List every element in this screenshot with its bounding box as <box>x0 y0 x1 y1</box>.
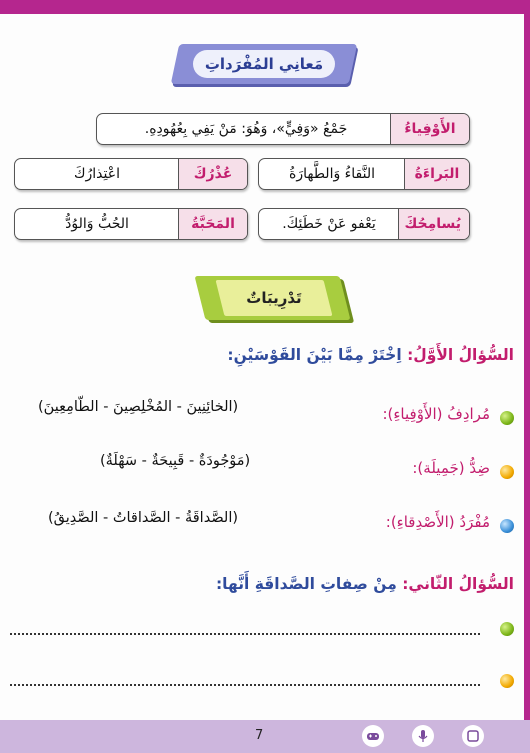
yellow-bullet-icon <box>500 465 514 479</box>
exercises-title: تَدْرِيبَاتٌ <box>246 289 302 307</box>
vocab-term: يُسامِحُكَ <box>398 209 469 239</box>
question-2-body: مِنْ صِفاتِ الصَّداقَةِ أَنَّها: <box>215 575 397 593</box>
question-1-title <box>227 346 514 364</box>
answer-line-1[interactable] <box>10 633 480 635</box>
yellow-bullet-icon <box>500 674 514 688</box>
blue-bullet-icon <box>500 519 514 533</box>
question-1-head: السُّؤالُ الأَوَّلُ: <box>407 346 514 364</box>
item-2-label: ضِدُّ (جَمِيلَة): <box>412 459 490 477</box>
vocab-row-2-right <box>258 158 470 190</box>
vocab-definition: اعْتِذارُكَ <box>73 166 120 182</box>
question-1-body: اِخْتَرْ مِمَّا بَيْنَ القَوْسَيْنِ: <box>227 346 402 364</box>
square-icon[interactable] <box>462 725 484 747</box>
green-bullet-icon <box>500 622 514 636</box>
vocab-term: عُذْرُكَ <box>178 159 247 189</box>
microphone-icon[interactable] <box>412 725 434 747</box>
exercises-banner <box>200 258 345 328</box>
vocab-definition: النَّقاءُ وَالطَّهارَةُ <box>289 166 375 182</box>
vocab-row-3-right <box>258 208 470 240</box>
vocab-term: المَحَبَّةُ <box>178 209 247 239</box>
vocabulary-banner <box>175 38 353 90</box>
right-border <box>524 0 530 753</box>
question-2-title <box>216 575 514 593</box>
vocab-row-1 <box>96 113 470 145</box>
green-bullet-icon <box>500 411 514 425</box>
vocab-term: الأَوْفِياءُ <box>390 114 469 144</box>
vocab-row-3-left <box>14 208 248 240</box>
vocab-term: البَراءَةُ <box>404 159 469 189</box>
item-1-options: (الخائِنِينَ - المُخْلِصِينَ - الطّامِعِينَ) <box>38 399 239 415</box>
page-number: 7 <box>255 728 264 743</box>
question-2-head: السُّؤالُ الثّاني: <box>402 575 514 593</box>
top-border <box>0 0 530 14</box>
vocabulary-title: مَعانِي المُفْرَداتِ <box>204 55 324 73</box>
vocab-definition: يَعْفو عَنْ خَطَئِكَ. <box>282 216 376 232</box>
item-1-label: مُرادِفُ (الأَوْفِياءِ): <box>382 405 490 423</box>
answer-line-2[interactable] <box>10 684 480 686</box>
vocab-definition: الحُبُّ وَالوُدُّ <box>65 216 129 232</box>
item-2-options: (مَوْجُودَةٌ - قَبِيحَةٌ - سَهْلَةٌ) <box>100 453 251 469</box>
vocab-definition: جَمْعُ «وَفِيٍّ»، وَهُوَ: مَنْ يَفِي بِعُهُودِهِ. <box>144 121 348 137</box>
footer-bar <box>0 720 530 753</box>
gamepad-icon[interactable] <box>362 725 384 747</box>
item-3-options: (الصَّداقَةُ - الصَّداقاتُ - الصَّدِيقُ) <box>48 510 239 526</box>
item-3-label: مُفْرَدُ (الأَصْدِقاءِ): <box>385 513 490 531</box>
vocab-row-2-left <box>14 158 248 190</box>
